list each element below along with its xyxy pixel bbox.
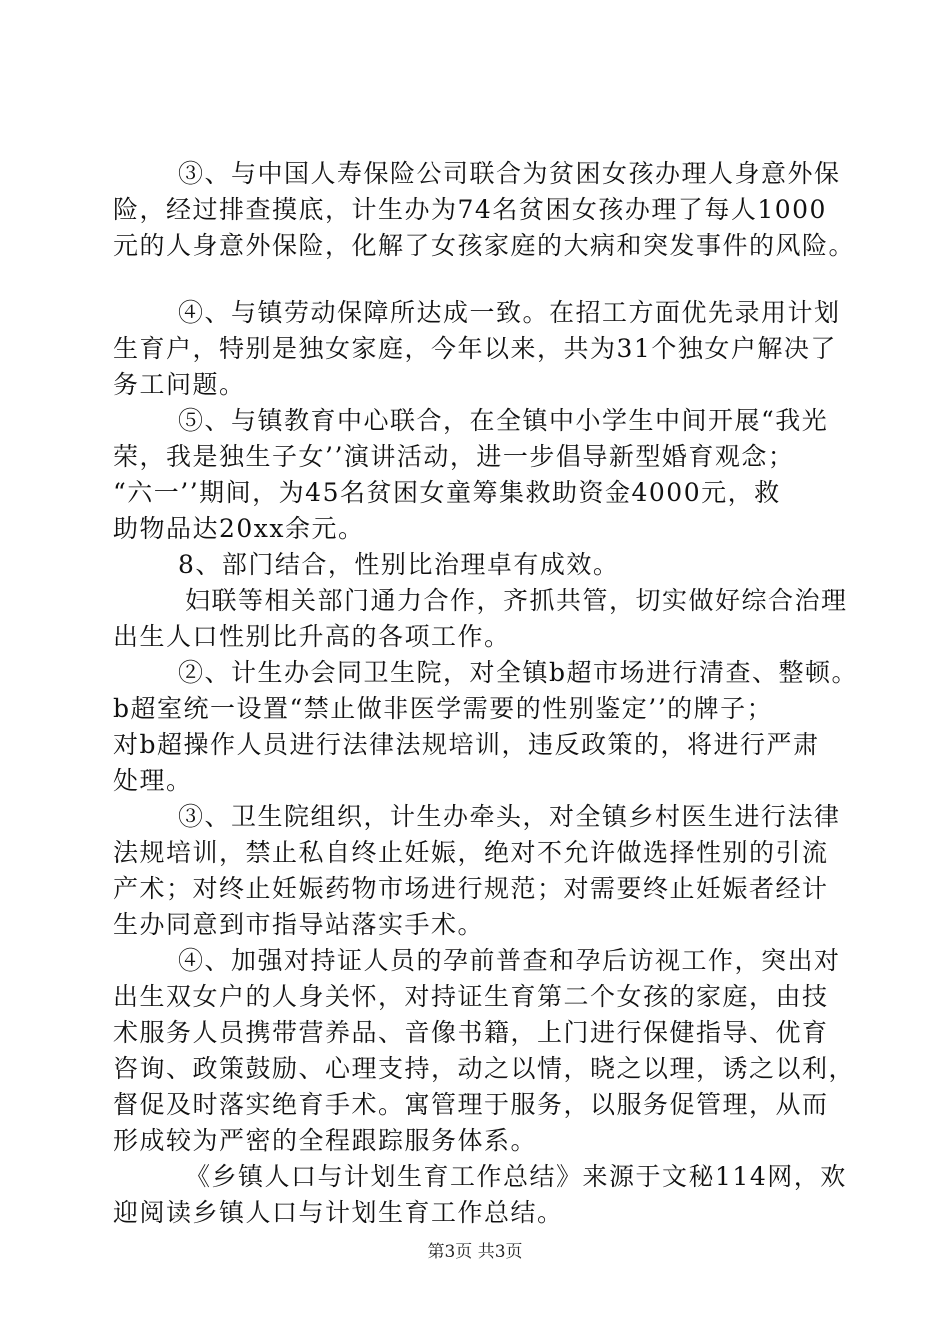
p7-line-4: 生办同意到市指导站落实手术。: [113, 910, 485, 939]
p5-line-1: 妇联等相关部门通力合作，齐抓共管，切实做好综合治理: [185, 586, 848, 615]
p8-line-3: 术服务人员携带营养品、音像书籍，上门进行保健指导、优育: [113, 1018, 829, 1047]
p8-line-1: ④、加强对持证人员的孕前普查和孕后访视工作，突出对: [178, 946, 841, 975]
p4-line-1: 8、部门结合，性别比治理卓有成效。: [178, 550, 620, 579]
p7-line-2: 法规培训，禁止私自终止妊娠，绝对不允许做选择性别的引流: [113, 838, 829, 867]
p5-line-2: 出生人口性别比升高的各项工作。: [113, 622, 511, 651]
p8-line-2: 出生双女户的人身关怀，对持证生育第二个女孩的家庭，由技: [113, 982, 829, 1011]
p2-line-3: 务工问题。: [113, 370, 246, 399]
p6-line-3: 对b超操作人员进行法律法规培训，违反政策的，将进行严肃: [113, 730, 820, 759]
p3-line-4: 助物品达20xx余元。: [113, 514, 365, 543]
p2-line-1: ④、与镇劳动保障所达成一致。在招工方面优先录用计划: [178, 298, 841, 327]
p6-line-2: b超室统一设置“禁止做非医学需要的性别鉴定’’的牌子；: [113, 694, 774, 723]
p1-line-1: ③、与中国人寿保险公司联合为贫困女孩办理人身意外保: [178, 159, 841, 188]
p1-line-2: 险，经过排查摸底，计生办为74名贫困女孩办理了每人1000: [113, 195, 827, 224]
p3-line-3: “六一’’期间，为45名贫困女童筹集救助资金4000元，救: [113, 478, 781, 507]
p8-line-6: 形成较为严密的全程跟踪服务体系。: [113, 1126, 538, 1155]
p6-line-1: ②、计生办会同卫生院，对全镇b超市场进行清查、整顿。: [178, 658, 859, 687]
p9-line-2: 迎阅读乡镇人口与计划生育工作总结。: [113, 1198, 564, 1227]
p2-line-2: 生育户，特别是独女家庭，今年以来，共为31个独女户解决了: [113, 334, 837, 363]
p9-line-1: 《乡镇人口与计划生育工作总结》来源于文秘114网，欢: [185, 1162, 847, 1191]
p7-line-1: ③、卫生院组织，计生办牵头，对全镇乡村医生进行法律: [178, 802, 841, 831]
p7-line-3: 产术；对终止妊娠药物市场进行规范；对需要终止妊娠者经计: [113, 874, 829, 903]
page-number-footer: 第3页 共3页: [427, 1242, 523, 1262]
p8-line-4: 咨询、政策鼓励、心理支持，动之以情，晓之以理，诱之以利，: [113, 1054, 856, 1083]
p1-line-3: 元的人身意外保险，化解了女孩家庭的大病和突发事件的风险。: [113, 231, 856, 260]
p6-line-4: 处理。: [113, 766, 193, 795]
p8-line-5: 督促及时落实绝育手术。寓管理于服务，以服务促管理，从而: [113, 1090, 829, 1119]
p3-line-2: 荣，我是独生子女’’演讲活动，进一步倡导新型婚育观念；: [113, 442, 795, 471]
p3-line-1: ⑤、与镇教育中心联合，在全镇中小学生中间开展“我光: [178, 406, 829, 435]
